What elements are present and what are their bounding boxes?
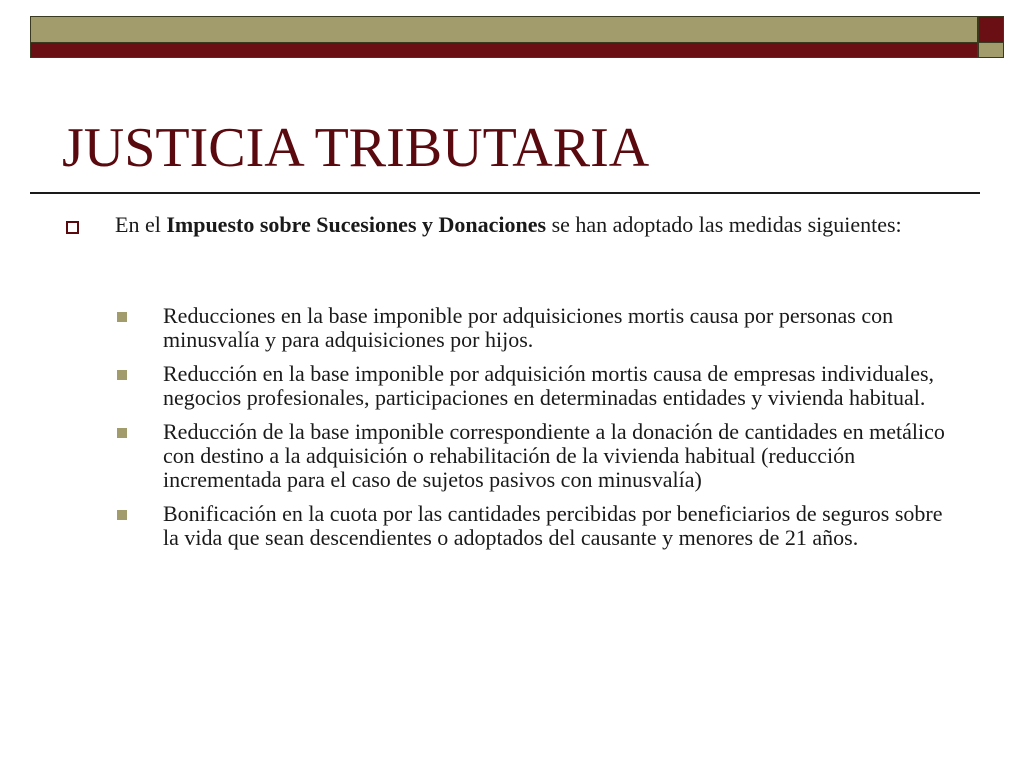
filled-square-bullet-icon xyxy=(117,428,127,438)
top-bar-olive-band xyxy=(31,17,977,43)
title-underline xyxy=(30,192,980,194)
list-item xyxy=(0,362,1024,410)
filled-square-bullet-icon xyxy=(117,510,127,520)
intro-prefix: En el xyxy=(115,212,167,237)
slide-title: JUSTICIA TRIBUTARIA xyxy=(62,117,650,179)
intro-suffix: se han adoptado las medidas siguientes: xyxy=(546,212,902,237)
corner-maroon-square xyxy=(979,17,1003,43)
hollow-square-bullet-icon xyxy=(66,221,79,234)
list-item xyxy=(0,420,1024,492)
filled-square-bullet-icon xyxy=(117,370,127,380)
intro-paragraph xyxy=(115,212,955,237)
list-item xyxy=(0,304,1024,352)
intro-bold-tax-name: Impuesto sobre Sucesiones y Donaciones xyxy=(166,212,547,237)
top-corner-block xyxy=(978,16,1004,58)
list-item-text: Reducción en la base imponible por adquisición mortis causa de empresas individuales, negocios profesionales, participaciones en determinadas entidades y vivienda habitual. xyxy=(163,361,935,410)
list-item-text: Reducción de la base imponible correspondiente a la donación de cantidades en metálico con destino a la adquisición o rehabilitación de la vivienda habitual (reducción incrementada para el caso de sujetos pasivos con minusvalía) xyxy=(163,419,945,492)
list-item-text: Bonificación en la cuota por las cantidades percibidas por beneficiarios de seguros sobre la vida que sean descendientes o adoptados del causante y menores de 21 años. xyxy=(163,501,943,550)
list-item xyxy=(0,502,1024,550)
measures-list xyxy=(0,304,1024,560)
filled-square-bullet-icon xyxy=(117,312,127,322)
corner-olive-square xyxy=(979,43,1003,57)
top-bar-maroon-band xyxy=(31,43,977,57)
top-decorative-bar xyxy=(30,16,978,58)
list-item-text: Reducciones en la base imponible por adquisiciones mortis causa por personas con minusvalía y para adquisiciones por hijos. xyxy=(163,303,894,352)
